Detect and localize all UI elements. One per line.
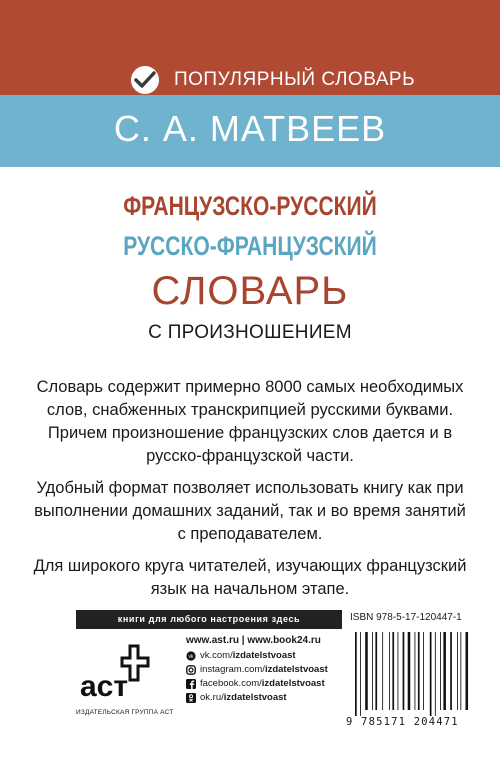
description xyxy=(30,376,470,610)
social-vk[interactable]: vk vk.com/izdatelstvoast xyxy=(186,649,356,662)
description-paragraph-2: Удобный формат позволяет использовать книгу как при выполнении домашних заданий, так и во время занятий с преподавателем. xyxy=(34,479,466,543)
tagline-banner: книги для любого настроения здесь xyxy=(76,610,342,629)
title-french-russian: ФРАНЦУЗСКО-РУССКИЙ xyxy=(123,191,377,221)
social-ok[interactable]: ok.ru/izdatelstvoast xyxy=(186,691,356,704)
social-instagram[interactable]: instagram.com/izdatelstvoast xyxy=(186,663,356,676)
publisher-logo xyxy=(78,640,158,704)
author-name: С. А. МАТВЕЕВ xyxy=(113,108,387,149)
title-subtitle: С ПРОИЗНОШЕНИЕМ xyxy=(148,322,352,343)
series-label: ПОПУЛЯРНЫЙ СЛОВАРЬ xyxy=(174,69,416,90)
title-russian-french: РУССКО-ФРАНЦУЗСКИЙ xyxy=(123,231,377,261)
contact-links xyxy=(186,633,356,704)
social-facebook[interactable]: facebook.com/izdatelstvoast xyxy=(186,677,356,690)
publisher-name: ИЗДАТЕЛЬСКАЯ ГРУППА АСТ xyxy=(76,709,174,716)
title-block xyxy=(0,188,500,346)
series-header xyxy=(128,62,415,98)
website-links[interactable]: www.ast.ru | www.book24.ru xyxy=(186,635,321,646)
vk-icon xyxy=(186,651,196,661)
barcode xyxy=(352,632,470,720)
facebook-icon xyxy=(186,679,196,689)
isbn: ISBN 978-5-17-120447-1 xyxy=(350,612,462,623)
title-main: СЛОВАРЬ xyxy=(151,269,349,313)
ok-icon xyxy=(186,693,196,703)
checkmark-icon xyxy=(128,63,162,97)
svg-text:vk: vk xyxy=(188,653,194,660)
description-paragraph-1: Словарь содержит примерно 8000 самых необходимых слов, снабженных транскрипцией русскими буквами. Причем произношение французских слов дается и в русско-французской части. xyxy=(36,378,464,465)
instagram-icon xyxy=(186,665,196,675)
logo-text: аст xyxy=(80,670,129,703)
barcode-number: 9 785171 204471 xyxy=(346,716,459,728)
description-paragraph-3: Для широкого круга читателей, изучающих французский язык на начальном этапе. xyxy=(33,557,467,598)
